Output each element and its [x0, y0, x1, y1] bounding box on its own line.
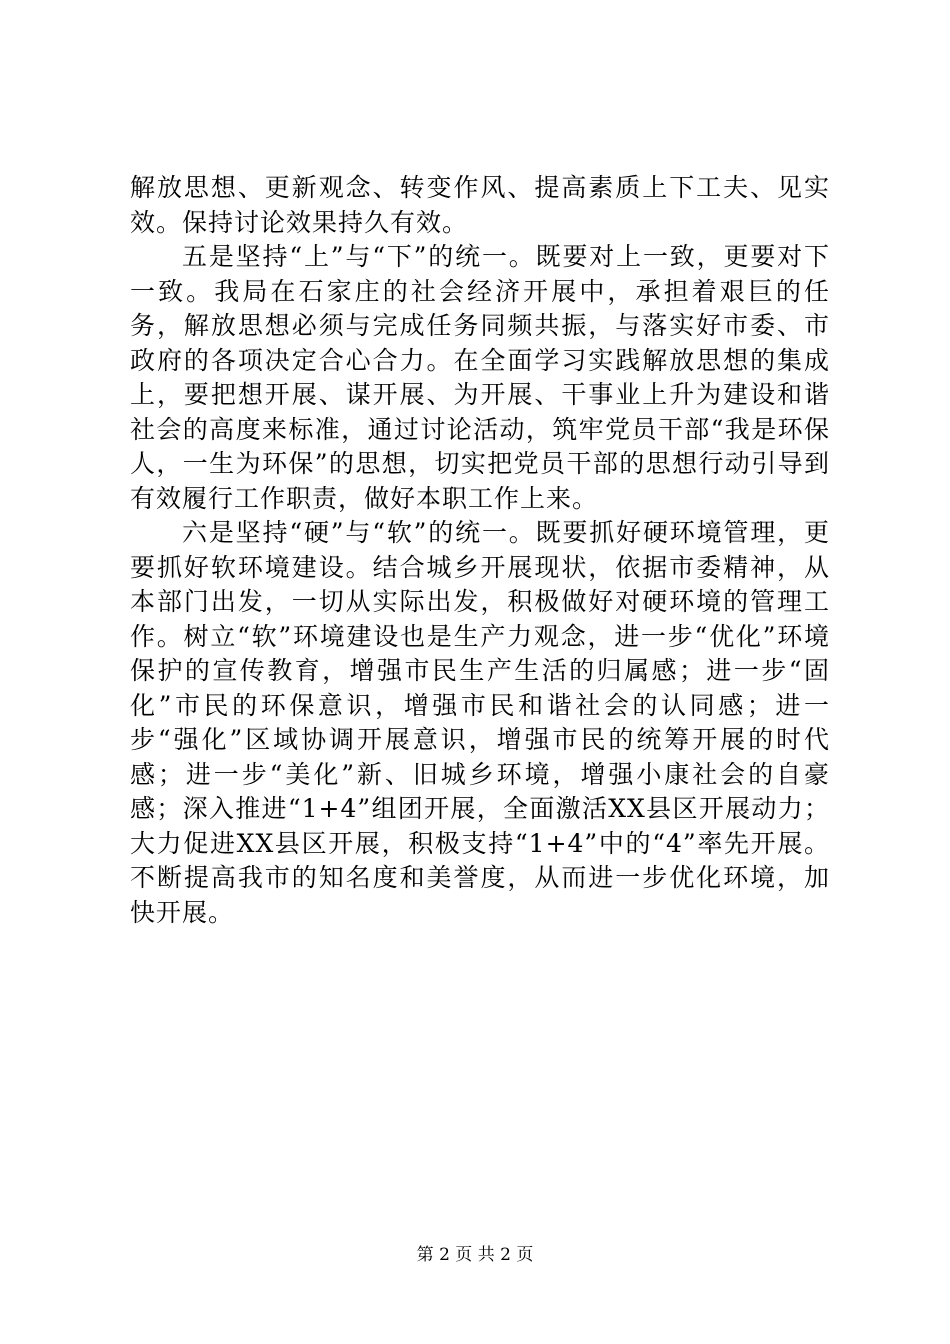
paragraph-point-five: 五是坚持“上”与“下”的统一。既要对上一致，更要对下一致。我局在石家庄的社会经济开展中，承担着艰巨的任务，解放思想必须与完成任务同频共振，与落实好市委、市政府的各项决定合心合力。在全面学习实践解放思想的集成上，要把想开展、谋开展、为开展、干事业上升为建设和谐社会的高度来标准，通过讨论活动，筑牢党员干部“我是环保人，一生为环保”的思想，切实把党员干部的思想行动引导到有效履行工作职责，做好本职工作上来。: [130, 242, 830, 513]
paragraph-point-six: 六是坚持“硬”与“软”的统一。既要抓好硬环境管理，更要抓好软环境建设。结合城乡开展现状，依据市委精神，从本部门出发，一切从实际出发，积极做好对硬环境的管理工作。树立“软”环境建设也是生产力观念，进一步“优化”环境保护的宣传教育，增强市民生产生活的归属感；进一步“固化”市民的环保意识，增强市民和谐社会的认同感；进一步“强化”区域协调开展意识，增强市民的统筹开展的时代感；进一步“美化”新、旧城乡环境，增强小康社会的自豪感；深入推进“1+4”组团开展，全面激活XX县区开展动力；大力促进XX县区开展，积极支持“1+4”中的“4”率先开展。不断提高我市的知名度和美誉度，从而进一步优化环境，加快开展。: [130, 518, 830, 927]
paragraph-continuation: 解放思想、更新观念、转变作风、提高素质上下工夫、见实效。保持讨论效果持久有效。: [130, 173, 830, 237]
document-body: [130, 171, 830, 930]
page-footer: 第 2 页 共 2 页: [416, 1245, 534, 1265]
